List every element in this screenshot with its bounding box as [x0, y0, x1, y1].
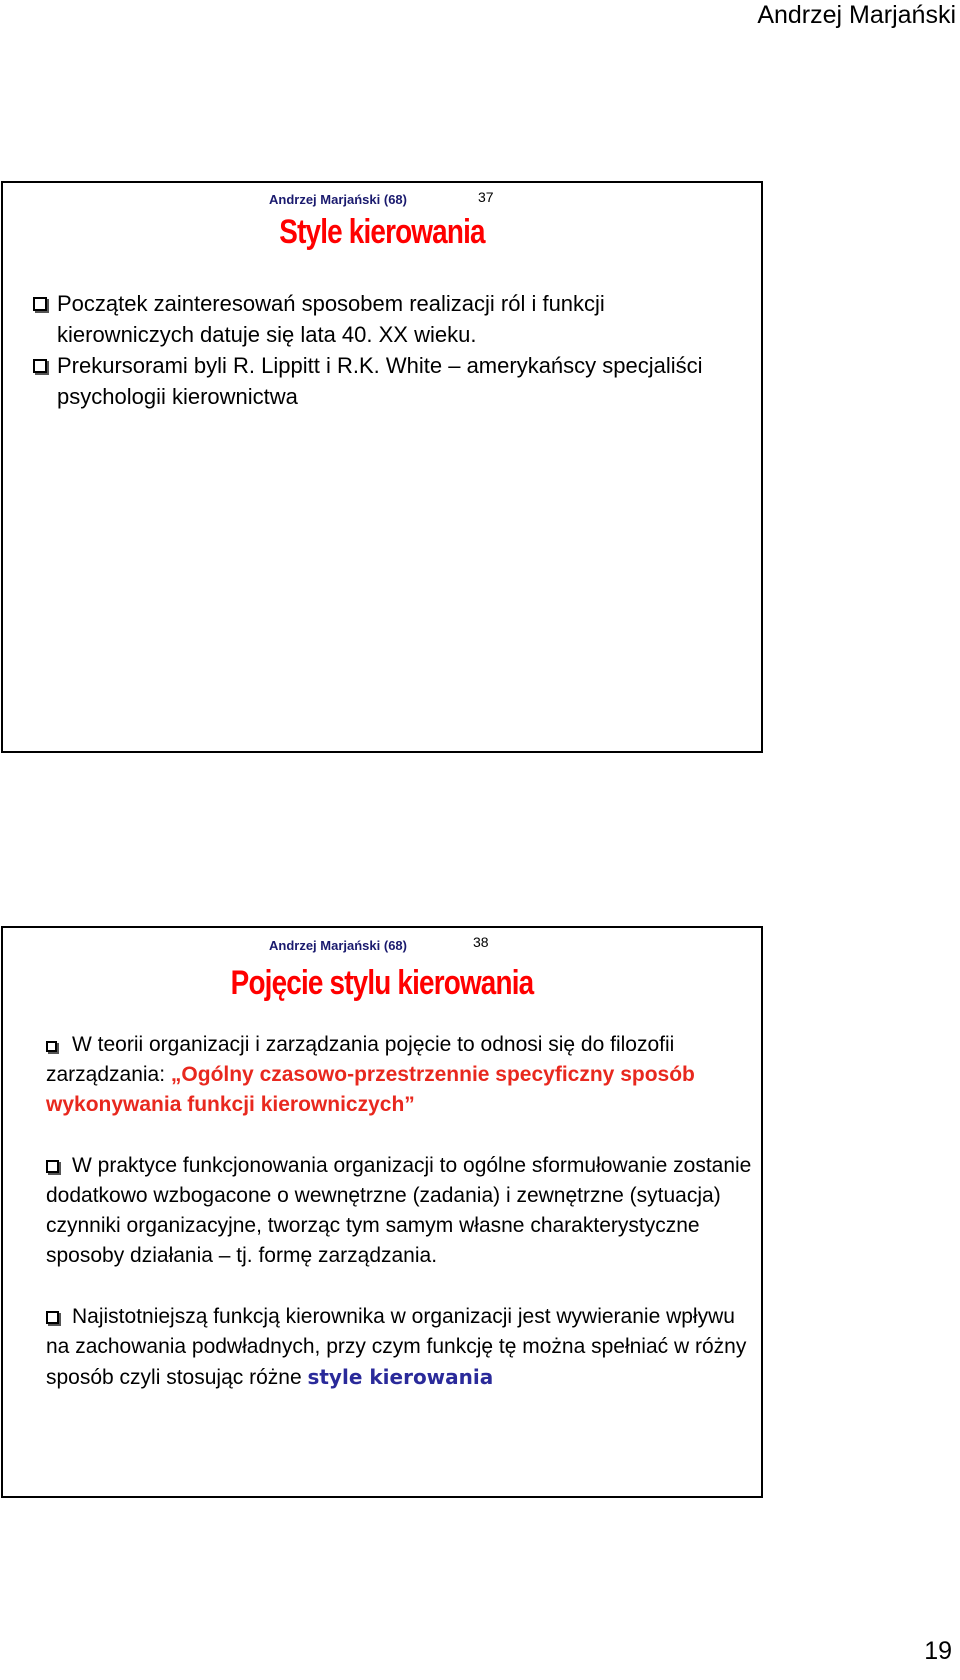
slide-number: 37: [478, 189, 494, 205]
page-number: 19: [924, 1637, 952, 1665]
checkbox-bullet-icon: [33, 297, 47, 311]
bullet-text: W praktyce funkcjonowania organizacji to ogólne sformułowanie zostanie dodatkowo wzbogacone o wewnętrzne (zadania) i zewnętrzne (sytuacja) czynniki organizacyjne, tworząc tym samym własne charakterystyczne sposoby działania – tj. formę zarządzania.: [46, 1154, 752, 1267]
definition-highlight: „Ogólny czasowo-przestrzennie specyficzny sposób wykonywania funkcji kierowniczych”: [46, 1063, 695, 1116]
slide-title: Pojęcie stylu kierowania: [230, 964, 534, 1002]
slide-number: 38: [473, 934, 489, 950]
list-item: [46, 1302, 761, 1393]
checkbox-bullet-icon: [46, 1311, 59, 1324]
bullet-text: Początek zainteresowań sposobem realizacji ról i funkcji kierowniczych datuje się lata 40. XX wieku.: [57, 291, 605, 347]
checkbox-bullet-icon: [46, 1160, 59, 1173]
checkbox-bullet-icon: [46, 1041, 57, 1052]
bullet-text: Prekursorami byli R. Lippitt i R.K. White – amerykańscy specjaliści psychologii kierownictwa: [57, 353, 703, 409]
bullet-text: W teorii organizacji i zarządzania pojęcie to odnosi się do filozofii zarządzania:: [46, 1033, 675, 1086]
bullet-text: Najistotniejszą funkcją kierownika w organizacji jest wywieranie wpływu na zachowania podwładnych, przy czym funkcję tę można spełniać w różny sposób czyli stosując różne: [46, 1305, 747, 1389]
page-header: Andrzej Marjański: [757, 1, 956, 29]
bullet-list: [33, 288, 733, 412]
list-item: [46, 1151, 761, 1271]
list-item: [33, 350, 733, 412]
slide-38: [1, 926, 763, 1498]
slide-37: [1, 181, 763, 753]
slide-author: Andrzej Marjański (68): [269, 938, 407, 953]
bullet-list: [46, 1030, 761, 1393]
list-item: [33, 288, 733, 350]
emphasis-text: style kierowania: [307, 1365, 494, 1389]
slide-author: Andrzej Marjański (68): [269, 192, 407, 207]
slide-title: Style kierowania: [279, 213, 485, 251]
checkbox-bullet-icon: [33, 359, 47, 373]
list-item: [46, 1030, 761, 1120]
